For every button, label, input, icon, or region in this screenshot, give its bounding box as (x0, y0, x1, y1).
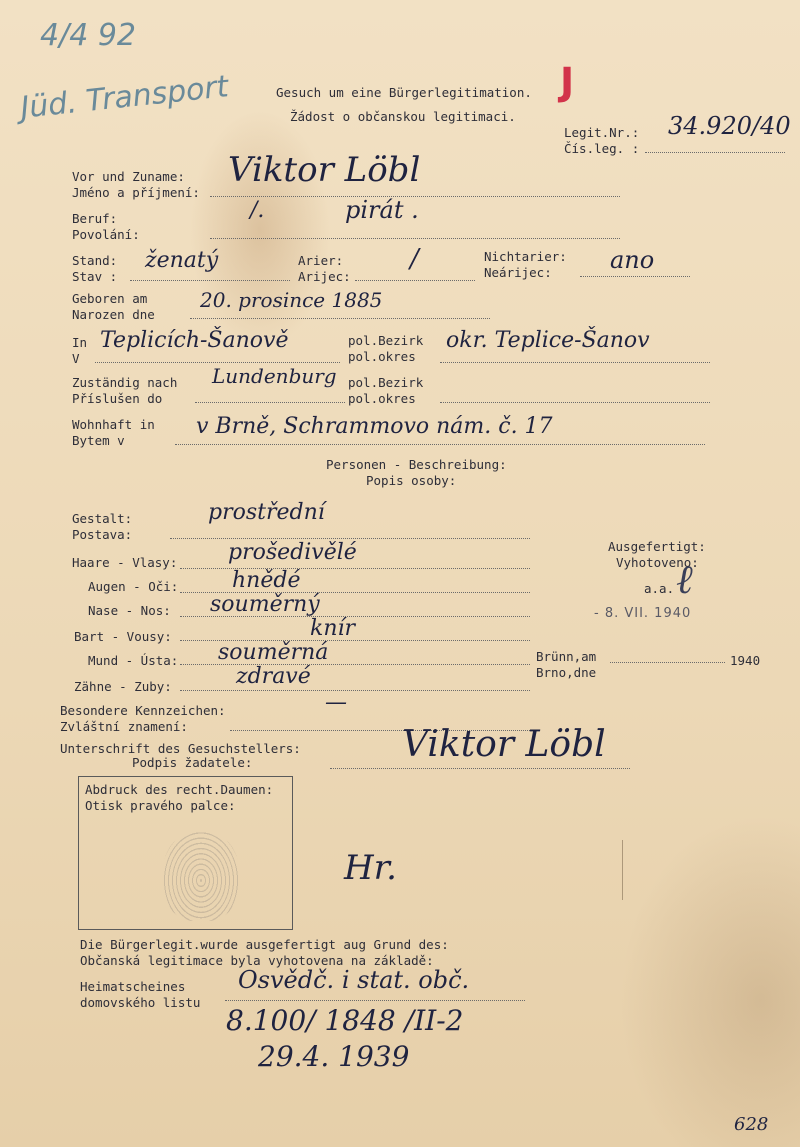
wohnhaft-line (175, 444, 705, 445)
stand-value: ženatý (145, 248, 219, 273)
beruf-value: pirát . (345, 196, 419, 224)
geboren-value: 20. prosince 1885 (200, 288, 383, 312)
title-german: Gesuch um eine Bürgerlegitimation. (276, 85, 532, 100)
haare-value: prošedivělé (228, 540, 357, 565)
issue-year: 1940 (730, 653, 761, 668)
vyhotoveno-label: Vyhotoveno: (616, 555, 699, 570)
thumbprint-box (78, 776, 293, 930)
nichtarier-value: ano (610, 246, 655, 274)
corner-number-note: 4/4 92 (40, 18, 136, 53)
geboren-line (190, 318, 490, 319)
bezirk2-label-de: pol.Bezirk (348, 375, 424, 390)
besondere-label-cz: Zvláštní znamení: (60, 719, 188, 734)
nase-value: souměrný (210, 592, 320, 617)
stand-line (130, 280, 290, 281)
signature-line (330, 768, 630, 769)
heimat-value: Osvědč. i stat. obč. (238, 966, 470, 994)
mund-line (180, 664, 530, 665)
stand-label-de: Stand: (72, 253, 118, 268)
zustaendig-value: Lundenburg (212, 364, 337, 388)
description-heading-de: Personen - Beschreibung: (326, 457, 507, 472)
bart-value: knír (310, 616, 356, 641)
thumb-initials: Hr. (344, 848, 397, 888)
mund-value: souměrná (218, 640, 329, 665)
signature-label-de: Unterschrift des Gesuchstellers: (60, 741, 301, 756)
bruenn-label: Brünn,am (536, 649, 597, 664)
in-line (95, 362, 340, 363)
augen-label: Augen - Oči: (88, 579, 179, 594)
nichtarier-label-de: Nichtarier: (484, 249, 567, 264)
besondere-label-de: Besondere Kennzeichen: (60, 703, 226, 718)
zaehne-label: Zähne - Zuby: (74, 679, 172, 694)
arier-value: / (410, 244, 419, 274)
heimat-label-de: Heimatscheines (80, 979, 186, 994)
zaehne-line (180, 690, 530, 691)
brno-label: Brno,dne (536, 665, 597, 680)
nichtarier-label-cz: Neárijec: (484, 265, 552, 280)
beruf-label-cz: Povolání: (72, 227, 140, 242)
in-label-cz: V (72, 351, 80, 366)
legit-nr-line (645, 152, 785, 153)
issue-date-line (610, 662, 725, 663)
thumbprint-impression (163, 831, 239, 921)
beruf-label-de: Beruf: (72, 211, 118, 226)
legit-nr-label: Legit.Nr.: (564, 125, 640, 140)
arier-label-de: Arier: (298, 253, 344, 268)
beruf-dash: /. (250, 198, 265, 223)
basis-label-de: Die Bürgerlegit.wurde ausgefertigt aug Grund des: (80, 937, 449, 952)
gestalt-value: prostřední (208, 500, 325, 525)
beruf-line (210, 238, 620, 239)
reference-date: 29.4. 1939 (258, 1040, 410, 1073)
name-value: Viktor Löbl (228, 150, 421, 190)
bezirk-value: okr. Teplice-Šanov (446, 328, 650, 353)
besondere-value: — (325, 690, 347, 715)
title-czech: Žádost o občanskou legitimaci. (290, 109, 516, 124)
cis-leg-label: Čís.leg. : (564, 141, 640, 156)
stand-label-cz: Stav : (72, 269, 118, 284)
heimat-label-cz: domovského listu (80, 995, 201, 1010)
nichtarier-line (580, 276, 690, 277)
jewish-mark-j: J (560, 60, 575, 104)
bezirk-label-cz: pol.okres (348, 349, 416, 364)
thumb-label-de: Abdruck des recht.Daumen: (85, 782, 274, 797)
aa-label: a.a. (644, 581, 675, 596)
mund-label: Mund - Ústa: (88, 653, 179, 668)
legit-nr-value: 34.920/40 (668, 112, 791, 140)
nase-label: Nase - Nos: (88, 603, 171, 618)
wohnhaft-label-cz: Bytem v (72, 433, 125, 448)
official-initial-mark: ℓ (676, 557, 693, 603)
bezirk-label-de: pol.Bezirk (348, 333, 424, 348)
zustaendig-label-cz: Příslušen do (72, 391, 163, 406)
bezirk-line (440, 362, 710, 363)
zustaendig-label-de: Zuständig nach (72, 375, 178, 390)
in-value: Teplicích-Šanově (100, 328, 289, 353)
page-number: 628 (734, 1114, 769, 1135)
basis-label-cz: Občanská legitimace byla vyhotovena na základě: (80, 953, 434, 968)
geboren-label-de: Geboren am (72, 291, 148, 306)
haare-label: Haare - Vlasy: (72, 555, 178, 570)
name-label-de: Vor und Zuname: (72, 169, 185, 184)
ausgefertigt-label: Ausgefertigt: (608, 539, 706, 554)
paper-fold-mark (622, 840, 623, 900)
arier-label-cz: Arijec: (298, 269, 351, 284)
zustaendig-line (195, 402, 345, 403)
date-stamp: - 8. VII. 1940 (594, 606, 692, 621)
arier-line (355, 280, 475, 281)
corner-transport-note: Jüd. Transport (18, 69, 231, 126)
heimat-line (225, 1000, 525, 1001)
bezirk2-line (440, 402, 710, 403)
thumb-label-cz: Otisk pravého palce: (85, 798, 236, 813)
applicant-signature: Viktor Löbl (402, 724, 606, 765)
wohnhaft-label-de: Wohnhaft in (72, 417, 155, 432)
zaehne-value: zdravé (236, 664, 311, 689)
wohnhaft-value: v Brně, Schrammovo nám. č. 17 (196, 414, 553, 439)
gestalt-line (170, 538, 530, 539)
gestalt-label-cz: Postava: (72, 527, 133, 542)
reference-number: 8.100/ 1848 /II-2 (226, 1004, 464, 1037)
augen-value: hnědé (232, 568, 301, 593)
name-label-cz: Jméno a příjmení: (72, 185, 200, 200)
bart-label: Bart - Vousy: (74, 629, 172, 644)
description-heading-cz: Popis osoby: (366, 473, 457, 488)
in-label-de: In (72, 335, 88, 350)
bezirk2-label-cz: pol.okres (348, 391, 416, 406)
gestalt-label-de: Gestalt: (72, 511, 133, 526)
geboren-label-cz: Narozen dne (72, 307, 155, 322)
signature-label-cz: Podpis žadatele: (132, 755, 253, 770)
